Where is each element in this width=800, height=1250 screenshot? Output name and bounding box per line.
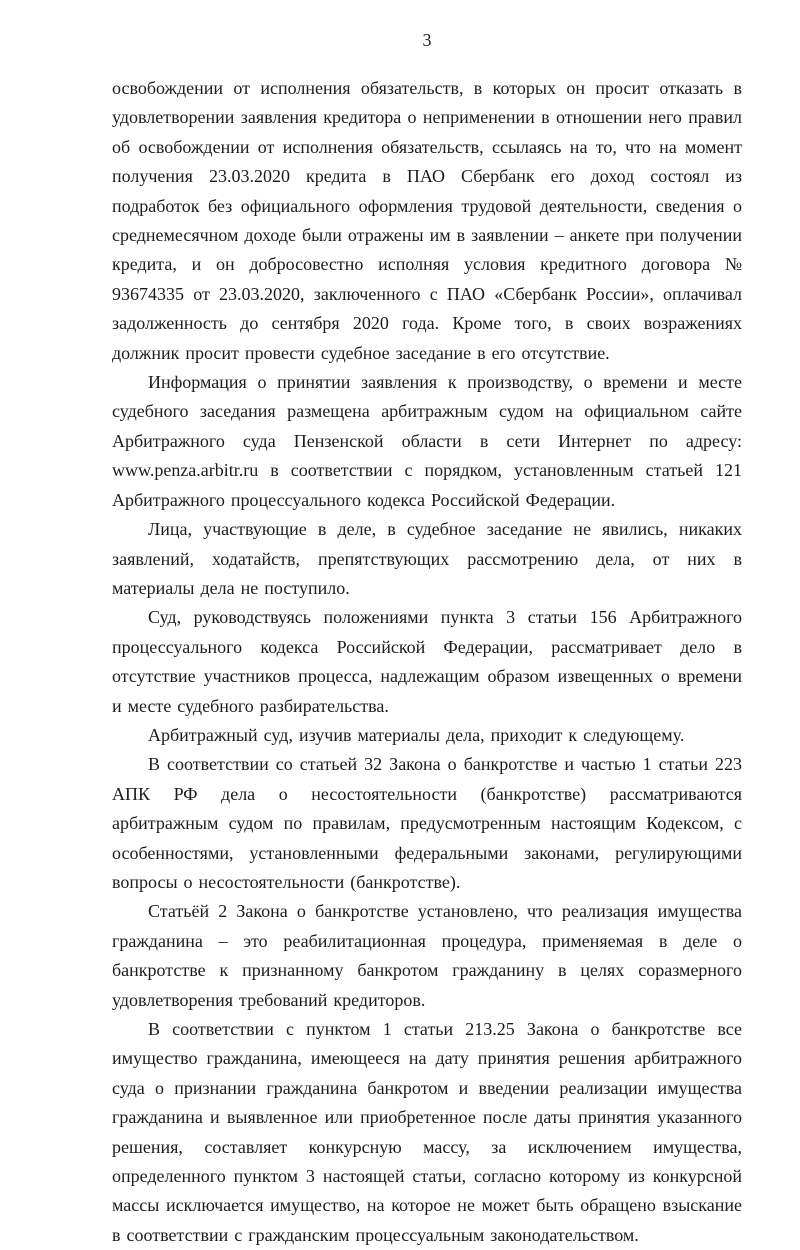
paragraph: Информация о принятии заявления к производству, о времени и месте судебного заседания размещена арбитражным судом на официальном сайте Арбитражного суда Пензенской области в сети Интернет по адресу: www.penza.arbitr.ru в соответствии с порядком, установленным статьей 121 Арбитражного процессуального кодекса Российской Федерации. [112,372,742,510]
paragraph: Лица, участвующие в деле, в судебное заседание не явились, никаких заявлений, ходатайств, препятствующих рассмотрению дела, от них в материалы дела не поступило. [112,519,742,598]
page-number: 3 [422,30,432,50]
paragraph: В соответствии со статьей 32 Закона о банкротстве и частью 1 статьи 223 АПК РФ дела о несостоятельности (банкротстве) рассматриваются арбитражным судом по правилам, предусмотренным настоящим Кодексом, с особенностями, установленными федеральными законами, регулирующими вопросы о несостоятельности (банкротстве). [112,754,742,892]
paragraph: В соответствии с пунктом 1 статьи 213.25 Закона о банкротстве все имущество гражданина, имеющееся на дату принятия решения арбитражного суда о признании гражданина банкротом и введении реализации имущества гражданина и выявленное или приобретенное после даты принятия указанного решения, составляет конкурсную массу, за исключением имущества, определенного пунктом 3 настоящей статьи, согласно которому из конкурсной массы исключается имущество, на которое не может быть обращено взыскание в соответствии с гражданским процессуальным законодательством. [112,1019,742,1245]
paragraph: Статьёй 2 Закона о банкротстве установлено, что реализация имущества гражданина – это реабилитационная процедура, применяемая в деле о банкротстве к признанному банкротом гражданину в целях соразмерного удовлетворения требований кредиторов. [112,901,742,1010]
paragraph: Суд, руководствуясь положениями пункта 3 статьи 156 Арбитражного процессуального кодекса Российской Федерации, рассматривает дело в отсутствие участников процесса, надлежащим образом извещенных о времени и месте судебного разбирательства. [112,607,742,716]
paragraph: Арбитражный суд, изучив материалы дела, приходит к следующему. [148,724,685,745]
document-text-block [112,74,742,1250]
paragraph-continuation: освобождении от исполнения обязательств, в которых он просит отказать в удовлетворении заявления кредитора о неприменении в отношении него правил об освобождении от исполнения обязательств, ссылаясь на то, что на момент получения 23.03.2020 кредита в ПАО Сбербанк его доход состоял из подработок без официального оформления трудовой деятельности, сведения о среднемесячном доходе были отражены им в заявлении – анкете при получении кредита, и он добросовестно исполняя условия кредитного договора № 93674335 от 23.03.2020, заключенного с ПАО «Сбербанк России», оплачивал задолженность до сентября 2020 года. Кроме того, в своих возражениях должник просит провести судебное заседание в его отсутствие. [112,78,743,363]
